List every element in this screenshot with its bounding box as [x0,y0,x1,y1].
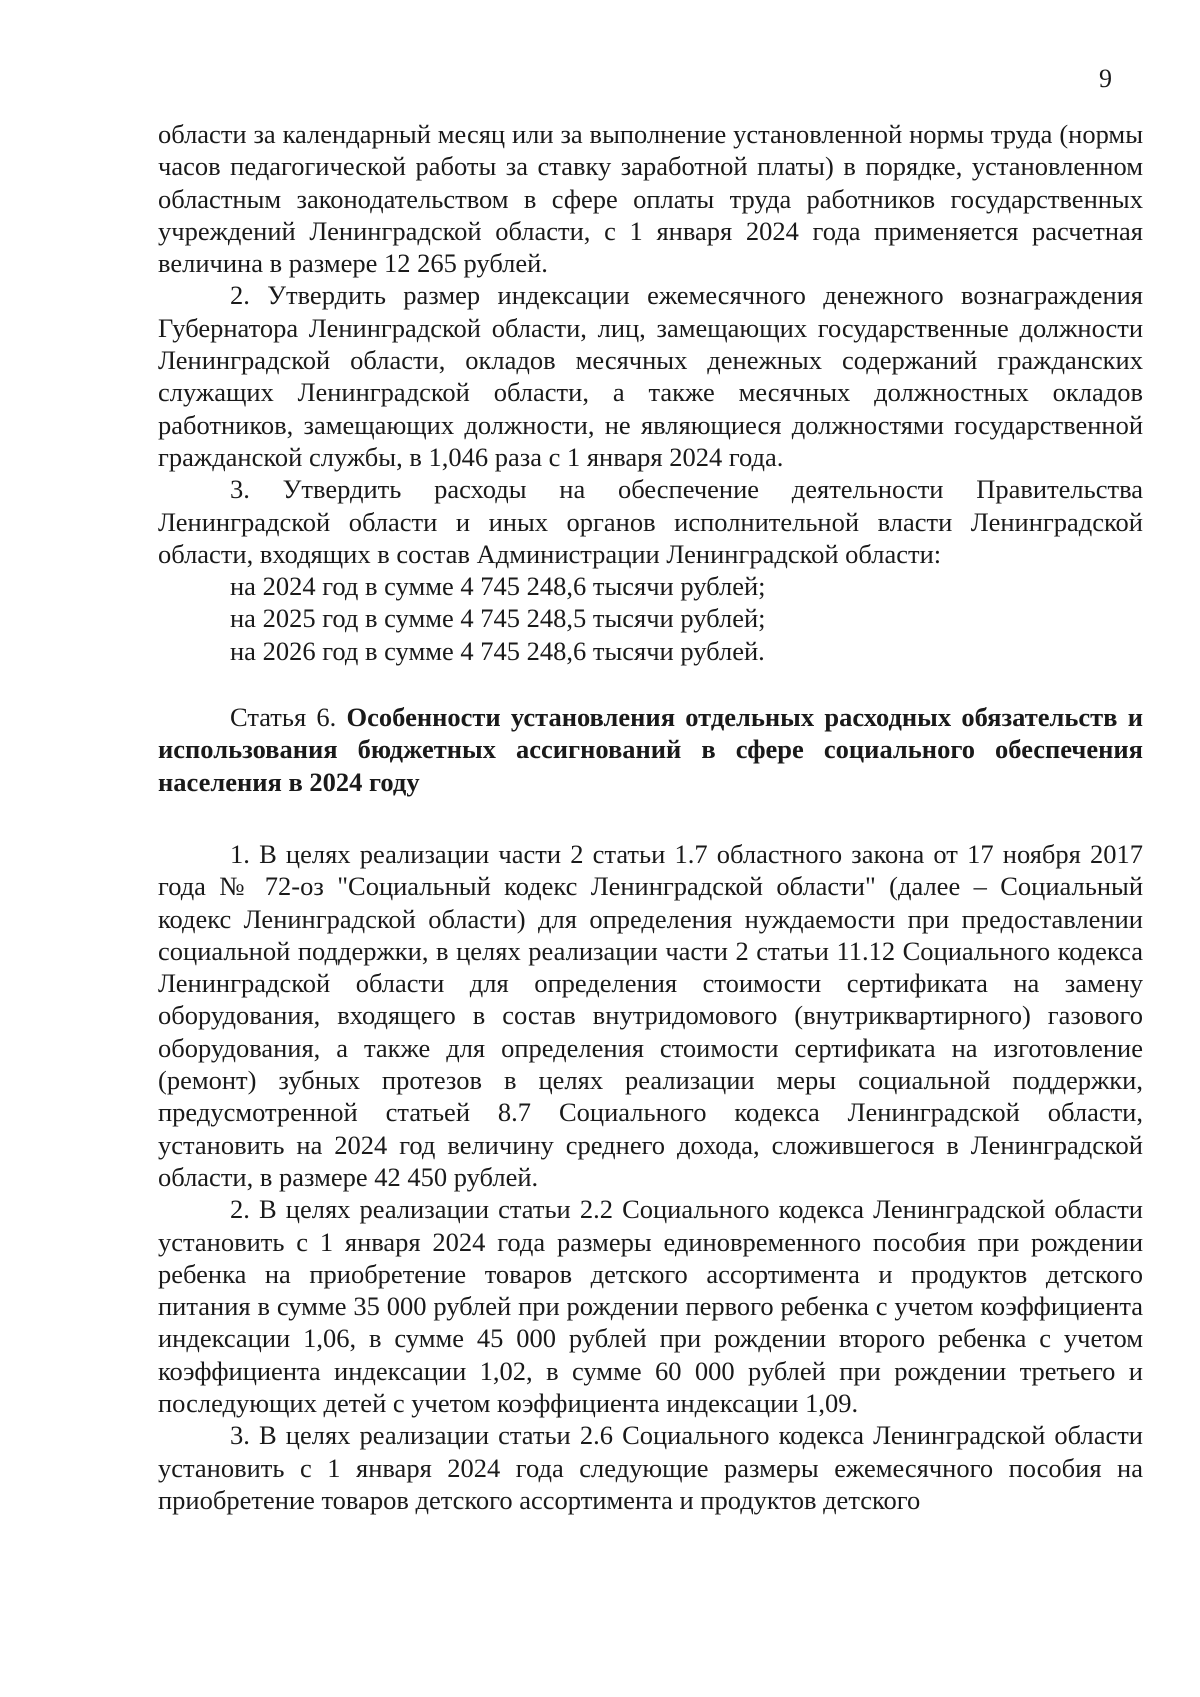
article-label: Статья 6. [230,702,337,733]
expense-line-2026: на 2026 год в сумме 4 745 248,6 тысячи рублей. [230,635,765,666]
spacer [158,667,1143,701]
spacer [158,798,1143,838]
article-heading [158,701,1143,798]
article-title: Особенности установления отдельных расходных обязательств и использования бюджетных ассигнований в сфере социального обеспечения населения в 2024 году [158,702,1143,797]
expense-line-2024: на 2024 год в сумме 4 745 248,6 тысячи рублей; [230,571,766,602]
paragraph-continuation: области за календарный месяц или за выполнение установленной нормы труда (нормы часов педагогической работы за ставку заработной платы) в порядке, установленном областным законодательством в сфере оплаты труда работников государственных учреждений Ленинградской области, с 1 января 2024 года применяется расчетная величина в размере 12 265 рублей. [158,119,1143,279]
paragraph-birth-allowance: 2. В целях реализации статьи 2.2 Социального кодекса Ленинградской области установить с 1 января 2024 года размеры единовременного пособия при рождении ребенка на приобретение товаров детского ассортимента и продуктов детского питания в сумме 35 000 рублей при рождении первого ребенка с учетом коэффициента индексации 1,06, в сумме 45 000 рублей при рождении второго ребенка с учетом коэффициента индексации 1,02, в сумме 60 000 рублей при рождении третьего и последующих детей с учетом коэффициента индексации 1,09. [158,1194,1143,1418]
paragraph-expenses: 3. Утвердить расходы на обеспечение деятельности Правительства Ленинградской области и иных органов исполнительной власти Ленинградской области, входящих в состав Администрации Ленинградской области: [158,474,1143,569]
page-number: 9 [1099,64,1112,93]
paragraph-monthly-allowance: 3. В целях реализации статьи 2.6 Социального кодекса Ленинградской области установить с 1 января 2024 года следующие размеры ежемесячного пособия на приобретение товаров детского ассортимента и продуктов детского [158,1420,1143,1515]
paragraph-average-income: 1. В целях реализации части 2 статьи 1.7 областного закона от 17 ноября 2017 года № 72-оз "Социальный кодекс Ленинградской области" (далее – Социальный кодекс Ленинградской области) для определения нуждаемости при предоставлении социальной поддержки, в целях реализации части 2 статьи 11.12 Социального кодекса Ленинградской области для определения стоимости сертификата на замену оборудования, входящего в состав внутридомового (внутриквартирного) газового оборудования, а также для определения стоимости сертификата на изготовление (ремонт) зубных протезов в целях реализации меры социальной поддержки, предусмотренной статьей 8.7 Социального кодекса Ленинградской области, установить на 2024 год величину среднего дохода, сложившегося в Ленинградской области, в размере 42 450 рублей. [158,838,1143,1192]
document-body [158,118,1143,1516]
expense-line-2025: на 2025 год в сумме 4 745 248,5 тысячи рублей; [230,603,766,634]
paragraph-indexation: 2. Утвердить размер индексации ежемесячного денежного вознаграждения Губернатора Ленинградской области, лиц, замещающих государственные должности Ленинградской области, окладов месячных денежных содержаний гражданских служащих Ленинградской области, а также месячных должностных окладов работников, замещающих должности, не являющиеся должностями государственной гражданской службы, в 1,046 раза с 1 января 2024 года. [158,280,1143,472]
